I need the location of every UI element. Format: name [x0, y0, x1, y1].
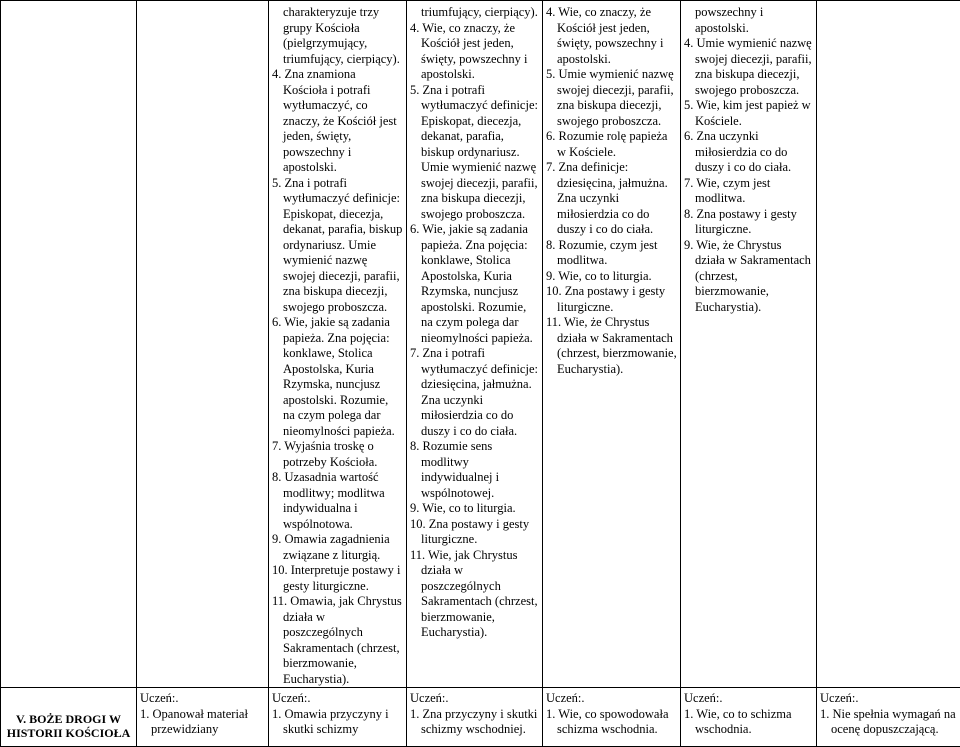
requirement-item: 1. Zna przyczyny i skutki schizmy wschodniej. — [407, 707, 542, 738]
footer-cell-1 — [137, 688, 269, 747]
requirement-item: 5. Zna i potrafi wytłumaczyć definicje: Episkopat, diecezja, dekanat, parafia, biskup ordynariusz. Umie wymienić nazwę swojej diecezji, parafii, zna biskupa diecezji, swojego proboszcza. — [410, 83, 539, 223]
requirement-item: 9. Wie, co to liturgia. — [410, 501, 539, 517]
column-grade-4 — [543, 1, 681, 688]
requirement-item: 4. Wie, co znaczy, że Kościół jest jeden, święty, powszechny i apostolski. — [410, 21, 539, 83]
student-label: Uczeń:. — [137, 688, 268, 707]
continuation-text: powszechny i apostolski. — [684, 5, 813, 36]
requirement-item: 9. Omawia zagadnienia związane z liturgią. — [272, 532, 403, 563]
footer-cell-4 — [543, 688, 681, 747]
requirement-item: 4. Wie, co znaczy, że Kościół jest jeden, święty, powszechny i apostolski. — [546, 5, 677, 67]
requirement-item: 6. Wie, jakie są zadania papieża. Zna pojęcia: konklawe, Stolica Apostolska, Kuria Rzymska, nuncjusz apostolski. Rozumie, na czym polega dar nieomylności papieża. — [272, 315, 403, 439]
requirement-item: 11. Wie, jak Chrystus działa w poszczególnych Sakramentach (chrzest, bierzmowanie, Eucharystia). — [410, 548, 539, 641]
footer-cell-2 — [269, 688, 407, 747]
requirement-item: 4. Zna znamiona Kościoła i potrafi wytłumaczyć, co znaczy, że Kościół jest jeden, święty, powszechny i apostolski. — [272, 67, 403, 176]
student-label: Uczeń:. — [543, 688, 680, 707]
continuation-text: triumfujący, cierpiący). — [410, 5, 539, 21]
student-label: Uczeń:. — [269, 688, 406, 707]
requirement-item: 9. Wie, co to liturgia. — [546, 269, 677, 285]
requirement-item: 8. Rozumie, czym jest modlitwa. — [546, 238, 677, 269]
requirement-item: 6. Wie, jakie są zadania papieża. Zna pojęcia: konklawe, Stolica Apostolska, Kuria Rzymska, nuncjusz apostolski. Rozumie, na czym polega dar nieomylności papieża. — [410, 222, 539, 346]
requirement-item: 6. Zna uczynki miłosierdzia co do duszy i co do ciała. — [684, 129, 813, 176]
footer-cell-5 — [681, 688, 817, 747]
requirement-item: 1. Nie spełnia wymagań na ocenę dopuszczającą. — [817, 707, 960, 738]
requirement-item: 5. Zna i potrafi wytłumaczyć definicje: Episkopat, diecezja, dekanat, parafia, biskup ordynariusz. Umie wymienić nazwę swojej diecezji, parafii, zna biskupa diecezji, swojego proboszcza. — [272, 176, 403, 316]
requirement-item: 9. Wie, że Chrystus działa w Sakramentach (chrzest, bierzmowanie, Eucharystia). — [684, 238, 813, 316]
student-label: Uczeń:. — [407, 688, 542, 707]
column-grade-3 — [681, 1, 817, 688]
requirement-item: 5. Wie, kim jest papież w Kościele. — [684, 98, 813, 129]
requirement-item: 7. Zna i potrafi wytłumaczyć definicje: dziesięcina, jałmużna. Zna uczynki miłosierdzia co do duszy i co do ciała. — [410, 346, 539, 439]
continuation-text: charakteryzuje trzy grupy Kościoła (pielgrzymujący, triumfujący, cierpiący). — [272, 5, 403, 67]
requirement-item: 10. Zna postawy i gesty liturgiczne. — [546, 284, 677, 315]
requirement-item: 1. Wie, co to schizma wschodnia. — [681, 707, 816, 738]
requirement-item: 7. Wyjaśnia troskę o potrzeby Kościoła. — [272, 439, 403, 470]
column-grade-6 — [269, 1, 407, 688]
requirement-item: 4. Umie wymienić nazwę swojej diecezji, parafii, zna biskupa diecezji, swojego proboszcza. — [684, 36, 813, 98]
column-grade-2 — [817, 1, 960, 688]
requirement-item: 8. Rozumie sens modlitwy indywidualnej i wspólnotowej. — [410, 439, 539, 501]
requirement-item: 8. Uzasadnia wartość modlitwy; modlitwa indywidualna i wspólnotowa. — [272, 470, 403, 532]
section-title-cell — [1, 688, 137, 747]
requirement-item: 8. Zna postawy i gesty liturgiczne. — [684, 207, 813, 238]
requirement-item: 7. Wie, czym jest modlitwa. — [684, 176, 813, 207]
footer-cell-3 — [407, 688, 543, 747]
requirement-item: 10. Interpretuje postawy i gesty liturgiczne. — [272, 563, 403, 594]
requirement-item: 11. Wie, że Chrystus działa w Sakramentach (chrzest, bierzmowanie, Eucharystia). — [546, 315, 677, 377]
requirement-item: 1. Wie, co spowodowała schizma wschodnia. — [543, 707, 680, 738]
requirement-item: 11. Omawia, jak Chrystus działa w poszczególnych Sakramentach (chrzest, bierzmowanie, Eucharystia). — [272, 594, 403, 687]
requirement-item: 7. Zna definicje: dziesięcina, jałmużna. Zna uczynki miłosierdzia co do duszy i co do ciała. — [546, 160, 677, 238]
requirement-item: 1. Opanował materiał przewidziany — [137, 707, 268, 738]
footer-cell-6 — [817, 688, 960, 747]
section-row — [1, 688, 960, 747]
requirement-item: 5. Umie wymienić nazwę swojej diecezji, parafii, zna biskupa diecezji, swojego proboszcza. — [546, 67, 677, 129]
student-label: Uczeń:. — [817, 688, 960, 707]
requirement-item: 10. Zna postawy i gesty liturgiczne. — [410, 517, 539, 548]
requirement-item: 1. Omawia przyczyny i skutki schizmy — [269, 707, 406, 738]
requirements-row — [1, 1, 960, 688]
empty-column-cell — [137, 1, 269, 688]
requirement-item: 6. Rozumie rolę papieża w Kościele. — [546, 129, 677, 160]
section-cell-empty — [1, 1, 137, 688]
section-title: V. BOŻE DROGI W HISTORII KOŚCIOŁA — [1, 688, 136, 740]
student-label: Uczeń:. — [681, 688, 816, 707]
column-grade-5 — [407, 1, 543, 688]
